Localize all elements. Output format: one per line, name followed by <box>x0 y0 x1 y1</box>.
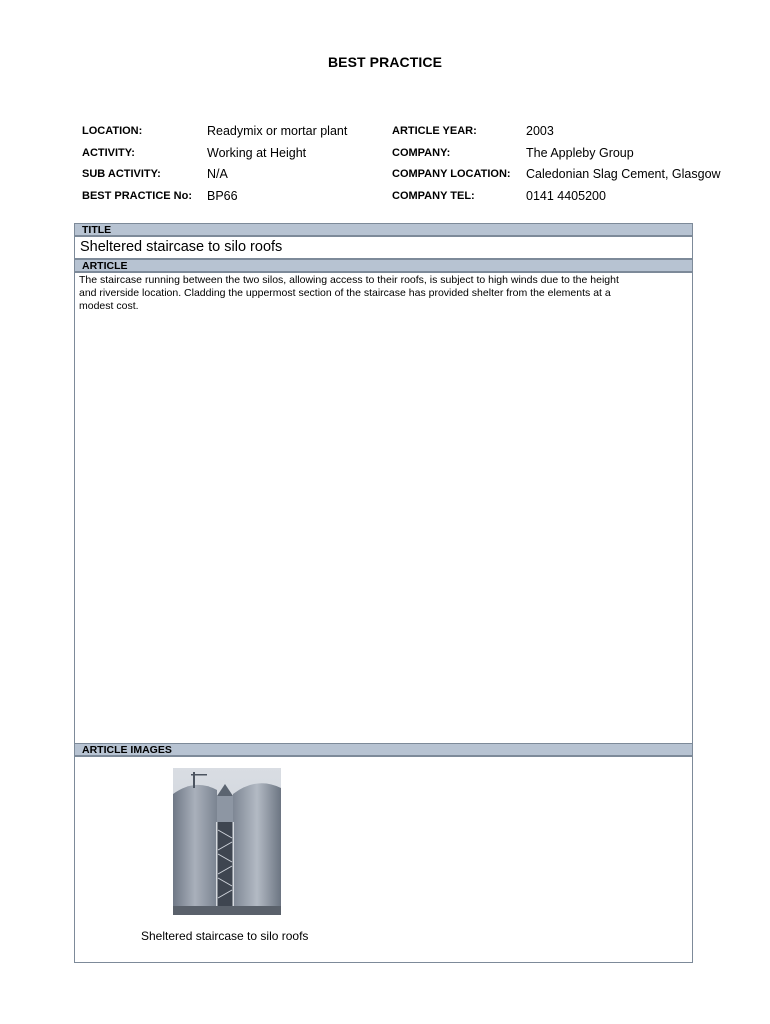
article-title: Sheltered staircase to silo roofs <box>80 239 283 255</box>
company-location-value: Caledonian Slag Cement, Glasgow <box>526 167 721 181</box>
company-label: COMPANY: <box>392 147 451 159</box>
article-year-value: 2003 <box>526 124 554 138</box>
article-line: The staircase running between the two silos, allowing access to their roofs, is subject to high winds due to the height <box>79 274 619 286</box>
company-value: The Appleby Group <box>526 146 634 160</box>
sub-activity-label: SUB ACTIVITY: <box>82 168 161 180</box>
company-location-label: COMPANY LOCATION: <box>392 168 511 180</box>
article-body <box>75 273 692 313</box>
sub-activity-value: N/A <box>207 167 228 181</box>
images-section-header: ARTICLE IMAGES <box>74 743 693 756</box>
title-section-header: TITLE <box>74 223 693 236</box>
activity-value: Working at Height <box>207 146 307 160</box>
article-line: and riverside location. Cladding the uppermost section of the staircase has provided shelter from the elements at a <box>79 287 611 299</box>
best-practice-no-value: BP66 <box>207 189 238 203</box>
image-caption: Sheltered staircase to silo roofs <box>141 929 309 943</box>
location-value: Readymix or mortar plant <box>207 124 348 138</box>
article-box <box>74 272 693 744</box>
best-practice-no-label: BEST PRACTICE No: <box>82 190 192 202</box>
article-section-header: ARTICLE <box>74 259 693 272</box>
page-title: BEST PRACTICE <box>327 54 443 70</box>
title-box <box>74 236 693 259</box>
company-tel-value: 0141 4405200 <box>526 189 606 203</box>
article-year-label: ARTICLE YEAR: <box>392 125 477 137</box>
location-label: LOCATION: <box>82 125 143 137</box>
silo-staircase-photo <box>173 768 281 915</box>
article-line: modest cost. <box>79 300 139 312</box>
activity-label: ACTIVITY: <box>82 147 135 159</box>
company-tel-label: COMPANY TEL: <box>392 190 475 202</box>
